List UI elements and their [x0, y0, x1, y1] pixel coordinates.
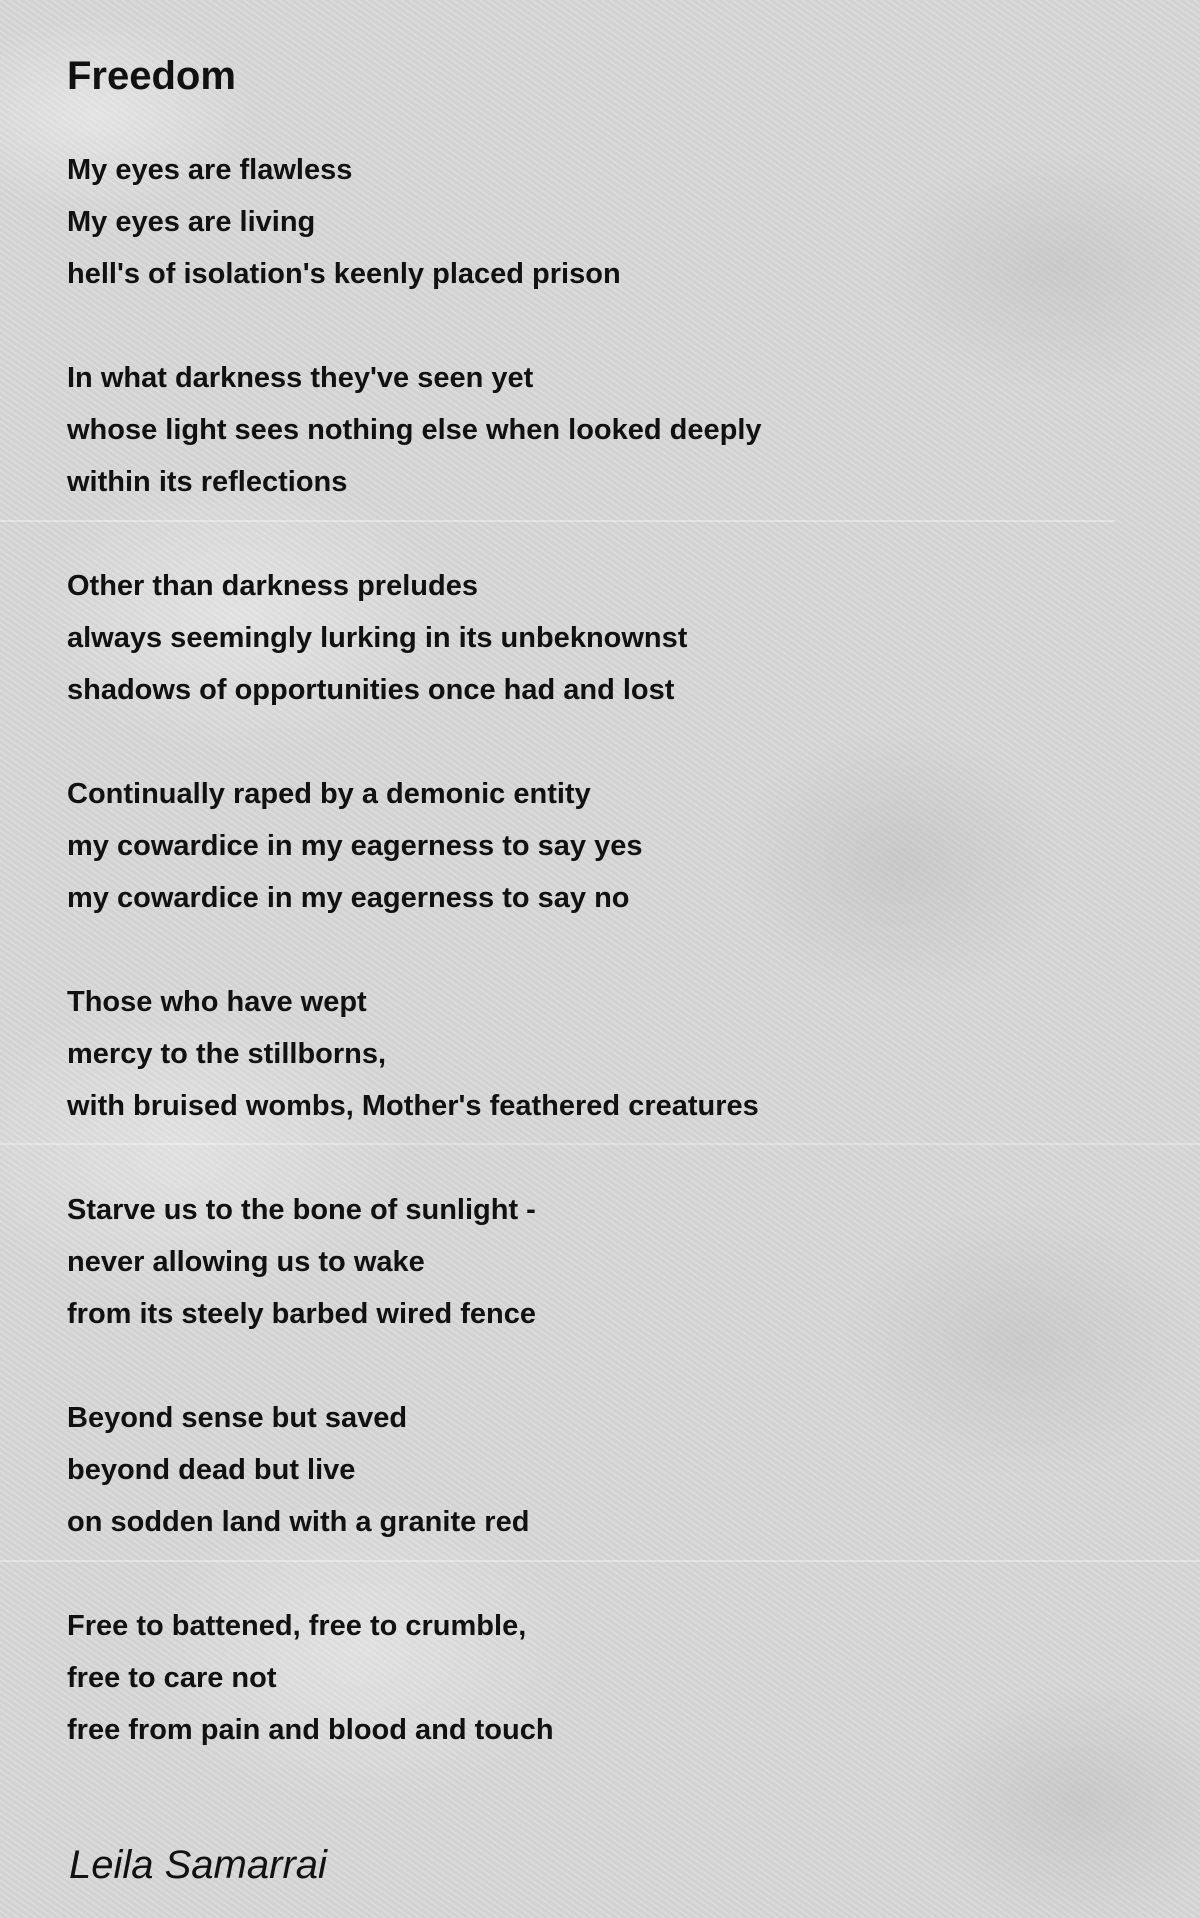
poem-line: Continually raped by a demonic entity — [67, 778, 591, 810]
poem-line: In what darkness they've seen yet — [67, 362, 534, 394]
poem-line: hell's of isolation's keenly placed prison — [67, 258, 621, 290]
poem-line: whose light sees nothing else when looked deeply — [67, 414, 762, 446]
poem-line: my cowardice in my eagerness to say yes — [67, 830, 643, 862]
poem-line: free from pain and blood and touch — [67, 1714, 554, 1746]
poem-line: my cowardice in my eagerness to say no — [67, 882, 630, 914]
stanza — [67, 1184, 762, 1340]
poem-title: Freedom — [67, 54, 236, 98]
poem-line: My eyes are flawless — [67, 154, 353, 186]
poem-line: on sodden land with a granite red — [67, 1506, 530, 1538]
poem-line: Those who have wept — [67, 986, 367, 1018]
poem-line: free to care not — [67, 1662, 277, 1694]
stanza — [67, 1392, 762, 1548]
poem-line: with bruised wombs, Mother's feathered creatures — [67, 1090, 759, 1122]
poem-line: shadows of opportunities once had and lost — [67, 674, 675, 706]
poem-line: Free to battened, free to crumble, — [67, 1610, 527, 1642]
poem-line: from its steely barbed wired fence — [67, 1298, 536, 1330]
poem-line: never allowing us to wake — [67, 1246, 425, 1278]
poem-body — [67, 144, 762, 1808]
stanza — [67, 352, 762, 508]
stanza — [67, 560, 762, 716]
poem-line: mercy to the stillborns, — [67, 1038, 387, 1070]
poem-line: always seemingly lurking in its unbeknownst — [67, 622, 688, 654]
stanza — [67, 1600, 762, 1756]
poem-author: Leila Samarrai — [69, 1843, 327, 1887]
poem-container — [67, 46, 1147, 1887]
poem-line: within its reflections — [67, 466, 348, 498]
poem-line: Beyond sense but saved — [67, 1402, 408, 1434]
stanza — [67, 976, 762, 1132]
poem-line: Other than darkness preludes — [67, 570, 478, 602]
poem-line: My eyes are living — [67, 206, 316, 238]
stanza — [67, 144, 762, 300]
stanza — [67, 768, 762, 924]
poem-line: Starve us to the bone of sunlight - — [67, 1194, 536, 1226]
poem-line: beyond dead but live — [67, 1454, 356, 1486]
